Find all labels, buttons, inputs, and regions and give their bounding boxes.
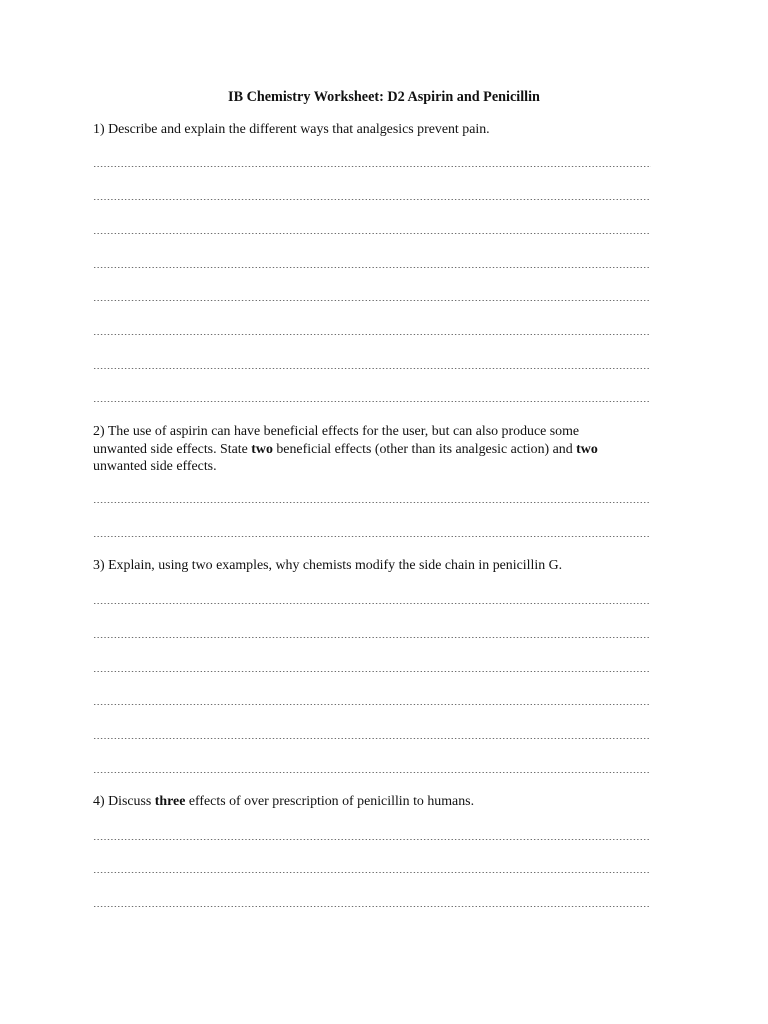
question-2	[93, 423, 693, 476]
question-2-line-1-text: The use of aspirin can have beneficial effects for the user, but can also produce some	[107, 424, 580, 439]
answer-line-1-6[interactable]	[93, 334, 649, 335]
question-3-number: 3)	[93, 558, 105, 573]
answer-line-1-2[interactable]	[93, 199, 649, 200]
answer-line-1-3[interactable]	[93, 233, 649, 234]
answer-line-4-3[interactable]	[93, 906, 649, 907]
answer-line-1-4[interactable]	[93, 267, 649, 268]
answer-line-2-2[interactable]	[93, 536, 649, 537]
question-4-number: 4)	[93, 794, 105, 809]
answer-line-3-1[interactable]	[93, 603, 649, 604]
question-1-text: Describe and explain the different ways that analgesics prevent pain.	[108, 122, 490, 137]
question-4-emphasis-three: three	[154, 794, 186, 809]
question-4-text-a: Discuss	[108, 794, 155, 809]
answer-line-1-1[interactable]	[93, 166, 651, 167]
answer-line-3-6[interactable]	[93, 772, 649, 773]
question-2-line-1	[93, 423, 693, 441]
question-2-emphasis-two-beneficial: two	[251, 441, 273, 457]
worksheet-title: IB Chemistry Worksheet: D2 Aspirin and Penicillin	[228, 89, 540, 105]
question-2-number: 2)	[93, 424, 105, 439]
answer-line-3-3[interactable]	[93, 671, 649, 672]
answer-line-1-8[interactable]	[93, 401, 649, 402]
answer-line-3-5[interactable]	[93, 738, 649, 739]
question-2-line-3: unwanted side effects.	[93, 459, 217, 474]
answer-line-4-1[interactable]	[93, 839, 649, 840]
question-4-text-c: effects of over prescription of penicillin to humans.	[185, 794, 475, 809]
question-3-text: Explain, using two examples, why chemists modify the side chain in penicillin G.	[108, 558, 563, 573]
answer-line-1-5[interactable]	[93, 300, 649, 301]
answer-line-1-7[interactable]	[93, 368, 649, 369]
question-4	[93, 793, 683, 811]
question-2-line-2-part-a: unwanted side effects. State	[93, 441, 252, 457]
answer-line-3-2[interactable]	[93, 637, 649, 638]
question-2-line-2-part-c: beneficial effects (other than its analgesic action) and	[272, 441, 577, 457]
answer-line-3-4[interactable]	[93, 704, 649, 705]
question-3	[93, 557, 683, 575]
question-2-emphasis-two-unwanted: two	[576, 441, 598, 457]
question-1-number: 1)	[93, 122, 105, 137]
question-2-line-2	[93, 441, 693, 459]
answer-line-4-2[interactable]	[93, 872, 649, 873]
question-1	[93, 121, 683, 139]
answer-line-2-1[interactable]	[93, 502, 649, 503]
